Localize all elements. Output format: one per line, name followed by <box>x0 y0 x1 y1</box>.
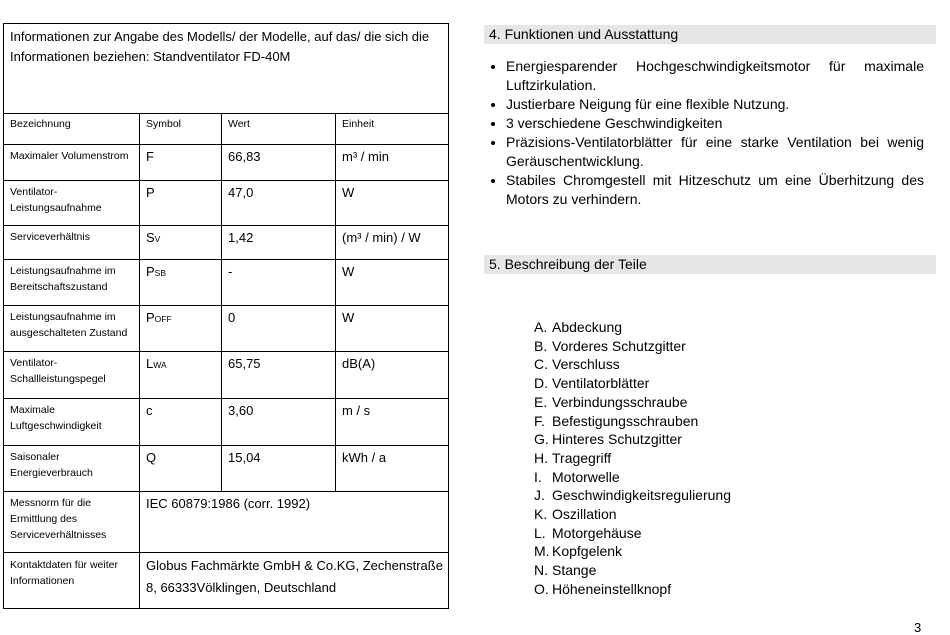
row-label: Serviceverhältnis <box>4 226 140 260</box>
part-letter: N. <box>534 562 548 579</box>
table-row-norm <box>4 492 449 553</box>
row-symbol <box>140 399 222 446</box>
symbol-main: L <box>146 356 154 371</box>
list-item <box>534 505 731 524</box>
part-letter: M. <box>534 543 550 560</box>
list-item <box>534 486 731 505</box>
list-item <box>534 337 731 356</box>
symbol-sub: V <box>154 234 161 244</box>
table-row <box>4 260 449 306</box>
row-label: Ventilator-Schallleistungspegel <box>4 352 140 399</box>
part-name: Verschluss <box>552 356 620 373</box>
part-name: Verbindungsschraube <box>552 393 688 410</box>
table-row-contact <box>4 553 449 609</box>
row-label: Leistungsaufnahme im Bereitschaftszustand <box>4 260 140 306</box>
part-letter: K. <box>534 506 548 523</box>
table-row <box>4 399 449 446</box>
row-unit: dB(A) <box>336 352 449 399</box>
contact-label: Kontaktdaten für weiter Informationen <box>4 553 140 609</box>
part-name: Oszillation <box>552 506 617 523</box>
part-name: Hinteres Schutzgitter <box>552 431 682 448</box>
part-letter: E. <box>534 393 548 410</box>
part-letter: B. <box>534 337 548 354</box>
section-5-heading: 5. Beschreibung der Teile <box>484 255 936 274</box>
list-item <box>534 524 731 543</box>
row-unit: W <box>336 260 449 306</box>
list-item <box>534 412 731 431</box>
table-row <box>4 145 449 181</box>
part-letter: L. <box>534 524 546 541</box>
list-item <box>534 542 731 561</box>
row-value: 47,0 <box>222 181 336 226</box>
row-unit: kWh / a <box>336 446 449 492</box>
part-letter: A. <box>534 319 548 335</box>
row-label: Ventilator-Leistungsaufnahme <box>4 181 140 226</box>
row-symbol <box>140 352 222 399</box>
part-letter: G. <box>534 431 549 448</box>
part-name: Tragegriff <box>552 449 612 466</box>
part-name: Befestigungsschrauben <box>552 412 699 429</box>
column-header: Einheit <box>336 114 449 145</box>
list-item <box>534 430 731 449</box>
part-letter: O. <box>534 580 549 597</box>
row-value: 65,75 <box>222 352 336 399</box>
list-item <box>534 580 731 599</box>
part-name: Stange <box>552 562 597 579</box>
table-row <box>4 226 449 260</box>
list-item <box>534 561 731 580</box>
symbol-main: F <box>146 149 154 164</box>
list-item <box>534 355 731 374</box>
row-value: 1,42 <box>222 226 336 260</box>
column-header: Wert <box>222 114 336 145</box>
list-item <box>534 393 731 412</box>
symbol-main: P <box>146 264 155 279</box>
table-row <box>4 352 449 399</box>
symbol-main: c <box>146 403 153 418</box>
row-symbol <box>140 260 222 306</box>
norm-value: IEC 60879:1986 (corr. 1992) <box>140 492 449 553</box>
list-item <box>534 318 731 337</box>
symbol-sub: SB <box>154 268 167 278</box>
part-name: Motorwelle <box>552 468 620 485</box>
part-letter: F. <box>534 412 545 429</box>
feature-item: • Energiesparender Hochgeschwindigkeitsmotor für maximale Luftzirkulation. <box>506 57 924 95</box>
section-4-heading: 4. Funktionen und Ausstattung <box>484 25 936 44</box>
part-name: Höheneinstellknopf <box>552 580 672 597</box>
row-symbol <box>140 145 222 181</box>
row-unit: m / s <box>336 399 449 446</box>
table-row <box>4 181 449 226</box>
feature-item: • Stabiles Chromgestell mit Hitzeschutz um eine Überhitzung des Motors zu verhindern. <box>506 171 924 209</box>
symbol-sub: OFF <box>154 314 172 324</box>
row-value: 66,83 <box>222 145 336 181</box>
part-name: Vorderes Schutzgitter <box>552 337 686 354</box>
row-unit: (m³ / min) / W <box>336 226 449 260</box>
list-item <box>534 468 731 487</box>
parts-list <box>534 318 731 599</box>
part-letter: D. <box>534 375 548 392</box>
table-header-row <box>4 114 449 145</box>
table-row <box>4 446 449 492</box>
table-row <box>4 306 449 352</box>
part-name: Kopfgelenk <box>552 543 623 560</box>
row-symbol <box>140 306 222 352</box>
row-unit: m³ / min <box>336 145 449 181</box>
row-label: Saisonaler Energieverbrauch <box>4 446 140 492</box>
norm-label: Messnorm für die Ermittlung des Serviceverhältnisses <box>4 492 140 553</box>
row-unit: W <box>336 306 449 352</box>
row-value: - <box>222 260 336 306</box>
feature-item: • 3 verschiedene Geschwindigkeiten <box>506 114 924 133</box>
contact-value: Globus Fachmärkte GmbH & Co.KG, Zechenstraße 8, 66333Völklingen, Deutschland <box>140 553 449 609</box>
symbol-sub: WA <box>153 360 167 370</box>
row-symbol <box>140 226 222 260</box>
row-value: 0 <box>222 306 336 352</box>
part-letter: H. <box>534 449 548 466</box>
part-letter: I. <box>534 468 542 485</box>
feature-item: • Präzisions-Ventilatorblätter für eine starke Ventilation bei wenig Geräuschentwicklung. <box>506 133 924 171</box>
symbol-main: Q <box>146 450 157 465</box>
part-name: Abdeckung <box>552 319 623 335</box>
row-value: 3,60 <box>222 399 336 446</box>
row-label: Leistungsaufnahme im ausgeschalteten Zustand <box>4 306 140 352</box>
symbol-main: P <box>146 185 155 200</box>
part-name: Motorgehäuse <box>552 524 642 541</box>
page-number: 3 <box>914 620 922 635</box>
table-title: Informationen zur Angabe des Modells/ der Modelle, auf das/ die sich die Informationen beziehen: Standventilator FD-40M <box>4 24 449 114</box>
row-label: Maximaler Volumenstrom <box>4 145 140 181</box>
feature-list <box>484 57 924 209</box>
column-header: Symbol <box>140 114 222 145</box>
row-symbol <box>140 181 222 226</box>
row-value: 15,04 <box>222 446 336 492</box>
list-item <box>534 374 731 393</box>
product-info-table <box>3 23 449 609</box>
feature-item: • Justierbare Neigung für eine flexible Nutzung. <box>506 95 924 114</box>
part-letter: J. <box>534 487 545 504</box>
symbol-main: S <box>146 230 155 245</box>
part-letter: C. <box>534 356 548 373</box>
row-unit: W <box>336 181 449 226</box>
part-name: Ventilatorblätter <box>552 375 650 392</box>
row-symbol <box>140 446 222 492</box>
list-item <box>534 449 731 468</box>
part-name: Geschwindigkeitsregulierung <box>552 487 731 504</box>
symbol-main: P <box>146 310 155 325</box>
column-header: Bezeichnung <box>4 114 140 145</box>
row-label: Maximale Luftgeschwindigkeit <box>4 399 140 446</box>
